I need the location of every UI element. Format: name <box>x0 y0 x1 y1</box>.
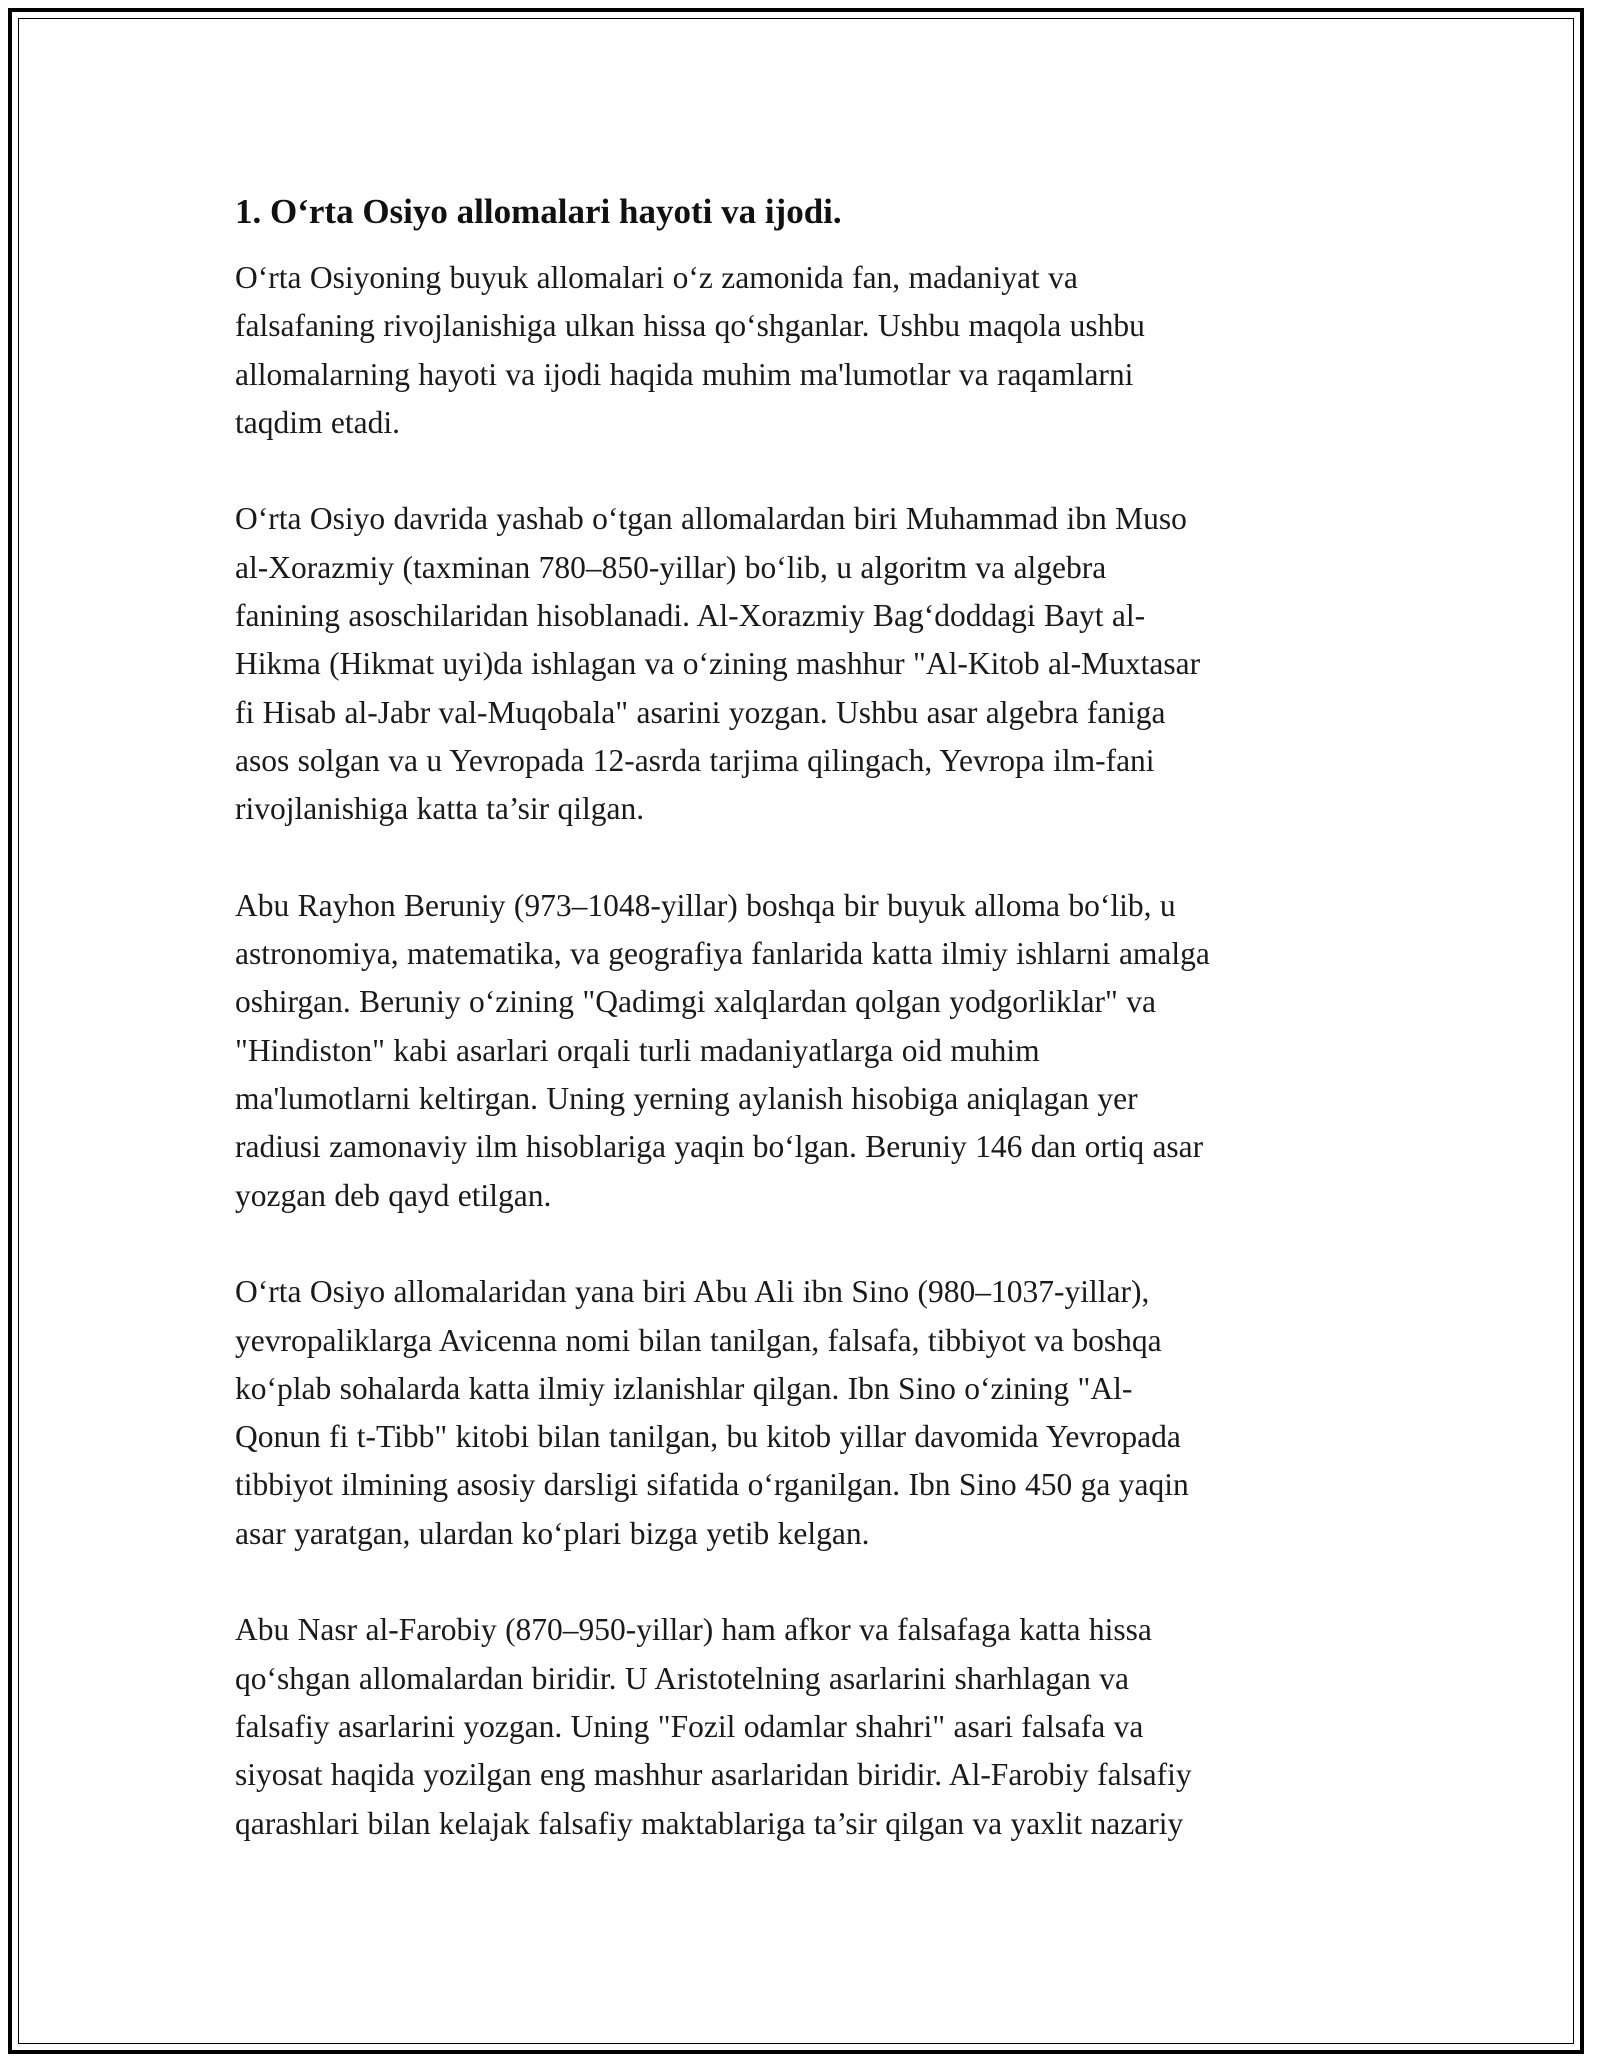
paragraph-line: radiusi zamonaviy ilm hisoblariga yaqin bo‘lgan. Beruniy 146 dan ortiq asar <box>235 1129 1204 1165</box>
paragraph-line: falsafaning rivojlanishiga ulkan hissa qo‘shganlar. Ushbu maqola ushbu <box>235 308 1145 344</box>
document-body <box>235 188 1385 1848</box>
paragraph-line: Qonun fi t-Tibb" kitobi bilan tanilgan, bu kitob yillar davomida Yevropada <box>235 1419 1181 1455</box>
paragraph-line: oshirgan. Beruniy o‘zining "Qadimgi xalqlardan qolgan yodgorliklar" va <box>235 984 1156 1020</box>
paragraph <box>235 254 1385 447</box>
paragraph-line: yevropaliklarga Avicenna nomi bilan tanilgan, falsafa, tibbiyot va boshqa <box>235 1322 1162 1358</box>
paragraph-line: O‘rta Osiyoning buyuk allomalari o‘z zamonida fan, madaniyat va <box>235 260 1078 295</box>
paragraph-line: asar yaratgan, ulardan ko‘plari bizga yetib kelgan. <box>235 1515 870 1551</box>
paragraph-line: Hikma (Hikmat uyi)da ishlagan va o‘zining mashhur "Al-Kitob al-Muxtasar <box>235 646 1201 682</box>
paragraph-line: "Hindiston" kabi asarlari orqali turli madaniyatlarga oid muhim <box>235 1032 1040 1068</box>
paragraph-line: astronomiya, matematika, va geografiya fanlarida katta ilmiy ishlarni amalga <box>235 936 1210 972</box>
paragraph-line: ma'lumotlarni keltirgan. Uning yerning aylanish hisobiga aniqlagan yer <box>235 1081 1138 1117</box>
paragraph-line: taqdim etadi. <box>235 404 400 440</box>
paragraphs-container <box>235 254 1385 1848</box>
paragraph-line: Abu Nasr al-Farobiy (870–950-yillar) ham afkor va falsafaga katta hissa <box>235 1612 1152 1648</box>
paragraph-line: O‘rta Osiyo allomalaridan yana biri Abu Ali ibn Sino (980–1037-yillar), <box>235 1274 1150 1310</box>
paragraph-line: O‘rta Osiyo davrida yashab o‘tgan allomalardan biri Muhammad ibn Muso <box>235 501 1187 537</box>
paragraph-line: ko‘plab sohalarda katta ilmiy izlanishlar qilgan. Ibn Sino o‘zining "Al- <box>235 1370 1133 1406</box>
paragraph-line: Abu Rayhon Beruniy (973–1048-yillar) boshqa bir buyuk alloma bo‘lib, u <box>235 887 1176 923</box>
paragraph-line: falsafiy asarlarini yozgan. Uning "Fozil odamlar shahri" asari falsafa va <box>235 1708 1144 1744</box>
paragraph-line: allomalarning hayoti va ijodi haqida muhim ma'lumotlar va raqamlarni <box>235 356 1134 392</box>
paragraph-line: yozgan deb qayd etilgan. <box>235 1177 552 1213</box>
section-heading: 1. O‘rta Osiyo allomalari hayoti va ijodi. <box>235 192 842 231</box>
paragraph-line: qo‘shgan allomalardan biridir. U Aristotelning asarlarini sharhlagan va <box>235 1660 1130 1696</box>
paragraph-line: al-Xorazmiy (taxminan 780–850-yillar) bo‘lib, u algoritm va algebra <box>235 549 1107 585</box>
paragraph-line: qarashlari bilan kelajak falsafiy maktablariga ta’sir qilgan va yaxlit nazariy <box>235 1805 1184 1841</box>
paragraph <box>235 495 1385 833</box>
paragraph-line: rivojlanishiga katta ta’sir qilgan. <box>235 791 645 827</box>
paragraph-line: asos solgan va u Yevropada 12-asrda tarjima qilingach, Yevropa ilm-fani <box>235 742 1155 778</box>
paragraph-line: siyosat haqida yozilgan eng mashhur asarlaridan biridir. Al-Farobiy falsafiy <box>235 1757 1192 1793</box>
paragraph <box>235 1268 1385 1558</box>
paragraph <box>235 882 1385 1220</box>
paragraph-line: tibbiyot ilmining asosiy darsligi sifatida o‘rganilgan. Ibn Sino 450 ga yaqin <box>235 1467 1189 1503</box>
paragraph-line: fanining asoschilaridan hisoblanadi. Al-Xorazmiy Bag‘doddagi Bayt al- <box>235 598 1146 634</box>
paragraph-line: fi Hisab al-Jabr val-Muqobala" asarini yozgan. Ushbu asar algebra faniga <box>235 694 1166 730</box>
paragraph <box>235 1606 1385 1847</box>
